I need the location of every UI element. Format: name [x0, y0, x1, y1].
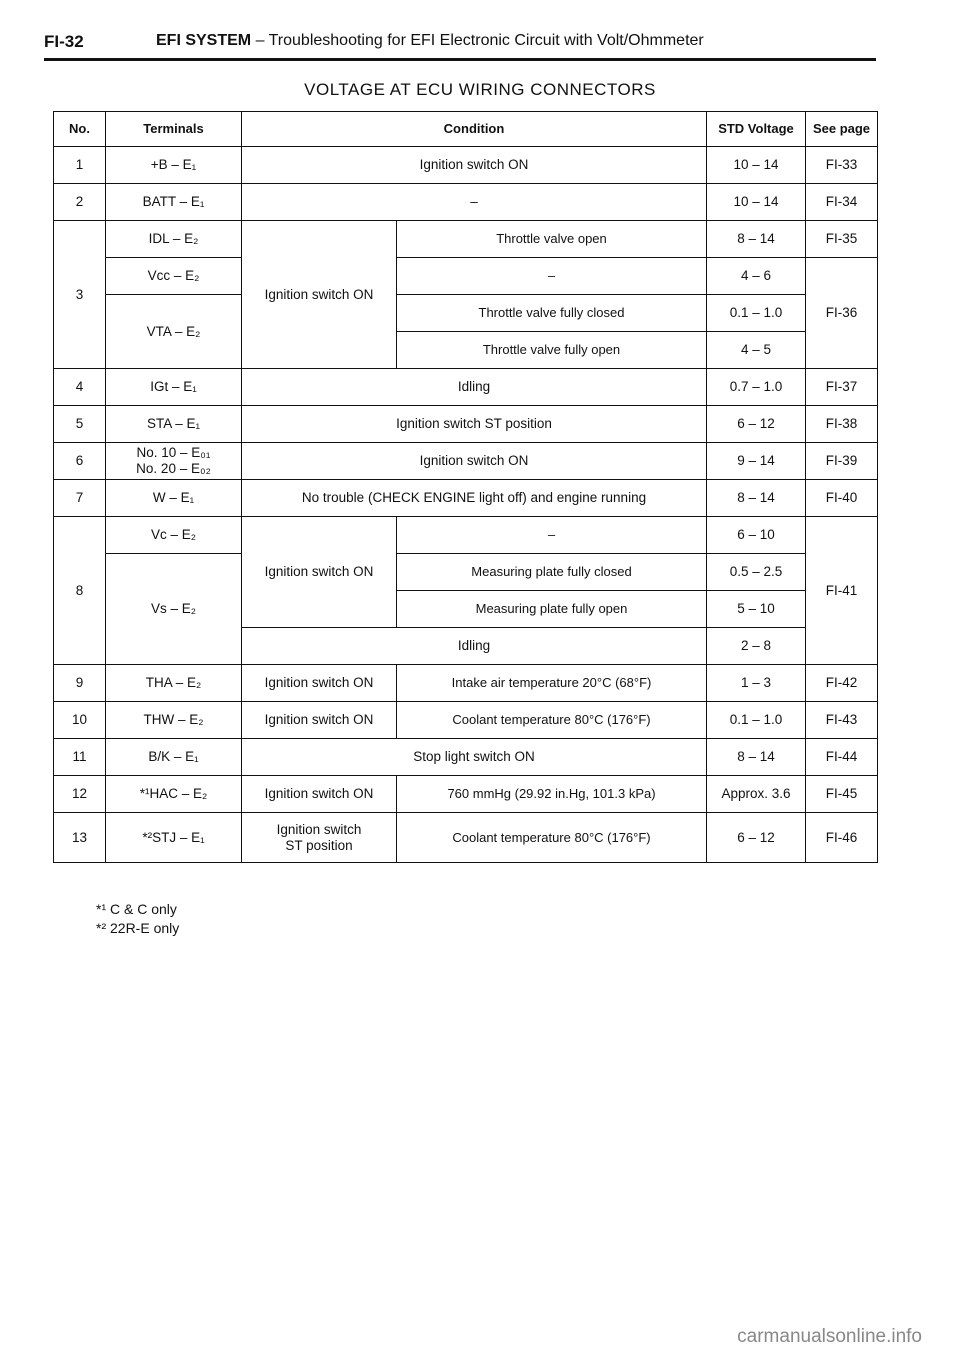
footnote-1: *¹ C & C only	[96, 901, 177, 917]
row-no: 2	[54, 184, 106, 221]
table-row	[54, 517, 878, 554]
row-condition: Ignition switch ON	[242, 776, 397, 813]
table-row	[54, 184, 878, 221]
row-voltage: 6 – 12	[707, 813, 806, 863]
row-voltage: 0.1 – 1.0	[707, 295, 806, 332]
row-voltage: 0.5 – 2.5	[707, 554, 806, 591]
row-voltage: 8 – 14	[707, 480, 806, 517]
row-no: 10	[54, 702, 106, 739]
condition-line-a: Ignition switch	[276, 821, 362, 837]
col-no: No.	[54, 112, 106, 147]
row-no: 13	[54, 813, 106, 863]
row-no: 7	[54, 480, 106, 517]
table-row	[54, 443, 878, 480]
row-terminals	[106, 443, 242, 480]
row-terminals: *²STJ – E₁	[106, 813, 242, 863]
row-page: FI-43	[806, 702, 878, 739]
row-page: FI-33	[806, 147, 878, 184]
table-row	[54, 295, 878, 332]
row-voltage: 0.1 – 1.0	[707, 702, 806, 739]
row-voltage: 9 – 14	[707, 443, 806, 480]
row-no: 8	[54, 517, 106, 665]
row-no: 5	[54, 406, 106, 443]
row-page: FI-46	[806, 813, 878, 863]
document-title: VOLTAGE AT ECU WIRING CONNECTORS	[304, 80, 656, 99]
table-row	[54, 147, 878, 184]
row-page: FI-39	[806, 443, 878, 480]
col-see-page: See page	[806, 112, 878, 147]
row-page: FI-40	[806, 480, 878, 517]
row-no: 1	[54, 147, 106, 184]
row-terminals: IDL – E₂	[106, 221, 242, 258]
row-terminals: Vs – E₂	[106, 554, 242, 665]
row-no: 12	[54, 776, 106, 813]
page-header	[44, 30, 876, 61]
footnote-2: *² 22R-E only	[96, 920, 180, 936]
header-section: EFI SYSTEM	[156, 32, 252, 49]
table-row	[54, 406, 878, 443]
table-row	[54, 221, 878, 258]
row-voltage: 1 – 3	[707, 665, 806, 702]
row-terminals: *¹HAC – E₂	[106, 776, 242, 813]
row-sub-condition: –	[397, 258, 707, 295]
table-row	[54, 665, 878, 702]
col-terminals: Terminals	[106, 112, 242, 147]
terminal-line-b: No. 20 – E₀₂	[136, 461, 211, 476]
row-terminals: VTA – E₂	[106, 295, 242, 369]
row-terminals: THW – E₂	[106, 702, 242, 739]
row-voltage: 2 – 8	[707, 628, 806, 665]
row-voltage: 10 – 14	[707, 147, 806, 184]
header-title	[156, 32, 704, 50]
row-sub-condition: Measuring plate fully open	[397, 591, 707, 628]
row-sub-condition: –	[397, 517, 707, 554]
row-sub-condition: Throttle valve fully open	[397, 332, 707, 369]
row-sub-condition: Intake air temperature 20°C (68°F)	[397, 665, 707, 702]
row-voltage: 8 – 14	[707, 739, 806, 776]
row-condition: Idling	[242, 369, 707, 406]
condition-line-b: ST position	[285, 837, 353, 853]
page-number: FI-32	[44, 32, 84, 51]
row-terminals: Vc – E₂	[106, 517, 242, 554]
table-row	[54, 739, 878, 776]
row-voltage: 4 – 6	[707, 258, 806, 295]
row-condition: –	[242, 184, 707, 221]
row-no: 6	[54, 443, 106, 480]
row-condition: No trouble (CHECK ENGINE light off) and engine running	[242, 480, 707, 517]
row-voltage: 5 – 10	[707, 591, 806, 628]
table-row	[54, 702, 878, 739]
row-terminals: THA – E₂	[106, 665, 242, 702]
row-condition: Idling	[242, 628, 707, 665]
row-sub-condition: Throttle valve open	[397, 221, 707, 258]
row-terminals: IGt – E₁	[106, 369, 242, 406]
row-terminals: B/K – E₁	[106, 739, 242, 776]
row-sub-condition: Throttle valve fully closed	[397, 295, 707, 332]
table-row	[54, 813, 878, 863]
col-condition: Condition	[242, 112, 707, 147]
row-voltage: 0.7 – 1.0	[707, 369, 806, 406]
row-page: FI-36	[806, 258, 878, 369]
row-voltage: 10 – 14	[707, 184, 806, 221]
row-sub-condition: 760 mmHg (29.92 in.Hg, 101.3 kPa)	[397, 776, 707, 813]
row-voltage: Approx. 3.6	[707, 776, 806, 813]
col-std-voltage: STD Voltage	[707, 112, 806, 147]
row-sub-condition: Measuring plate fully closed	[397, 554, 707, 591]
row-no: 9	[54, 665, 106, 702]
table-header-row	[54, 112, 878, 147]
row-condition: Ignition switch ON	[242, 702, 397, 739]
row-condition: Ignition switch ON	[242, 443, 707, 480]
row-condition	[242, 813, 397, 863]
terminal-line-a: No. 10 – E₀₁	[136, 445, 211, 460]
row-page: FI-35	[806, 221, 878, 258]
row-voltage: 6 – 12	[707, 406, 806, 443]
row-condition: Ignition switch ON	[242, 517, 397, 628]
row-voltage: 4 – 5	[707, 332, 806, 369]
row-terminals: BATT – E₁	[106, 184, 242, 221]
row-condition: Ignition switch ST position	[242, 406, 707, 443]
table-row	[54, 369, 878, 406]
row-sub-condition: Coolant temperature 80°C (176°F)	[397, 702, 707, 739]
watermark: carmanualsonline.info	[737, 1326, 922, 1347]
table-row	[54, 554, 878, 591]
row-condition: Ignition switch ON	[242, 665, 397, 702]
row-no: 4	[54, 369, 106, 406]
row-condition: Ignition switch ON	[242, 147, 707, 184]
row-voltage: 8 – 14	[707, 221, 806, 258]
row-page: FI-41	[806, 517, 878, 665]
row-no: 3	[54, 221, 106, 369]
footnotes	[96, 900, 179, 938]
row-page: FI-38	[806, 406, 878, 443]
row-terminals: STA – E₁	[106, 406, 242, 443]
row-no: 11	[54, 739, 106, 776]
row-page: FI-34	[806, 184, 878, 221]
header-subtitle: – Troubleshooting for EFI Electronic Circuit with Volt/Ohmmeter	[251, 32, 704, 49]
row-page: FI-45	[806, 776, 878, 813]
row-voltage: 6 – 10	[707, 517, 806, 554]
row-terminals: Vcc – E₂	[106, 258, 242, 295]
row-page: FI-37	[806, 369, 878, 406]
row-page: FI-44	[806, 739, 878, 776]
voltage-table	[53, 111, 878, 863]
row-sub-condition: Coolant temperature 80°C (176°F)	[397, 813, 707, 863]
row-page: FI-42	[806, 665, 878, 702]
table-row	[54, 480, 878, 517]
table-row	[54, 258, 878, 295]
row-terminals: W – E₁	[106, 480, 242, 517]
row-terminals: +B – E₁	[106, 147, 242, 184]
row-condition: Stop light switch ON	[242, 739, 707, 776]
row-condition: Ignition switch ON	[242, 221, 397, 369]
table-row	[54, 776, 878, 813]
